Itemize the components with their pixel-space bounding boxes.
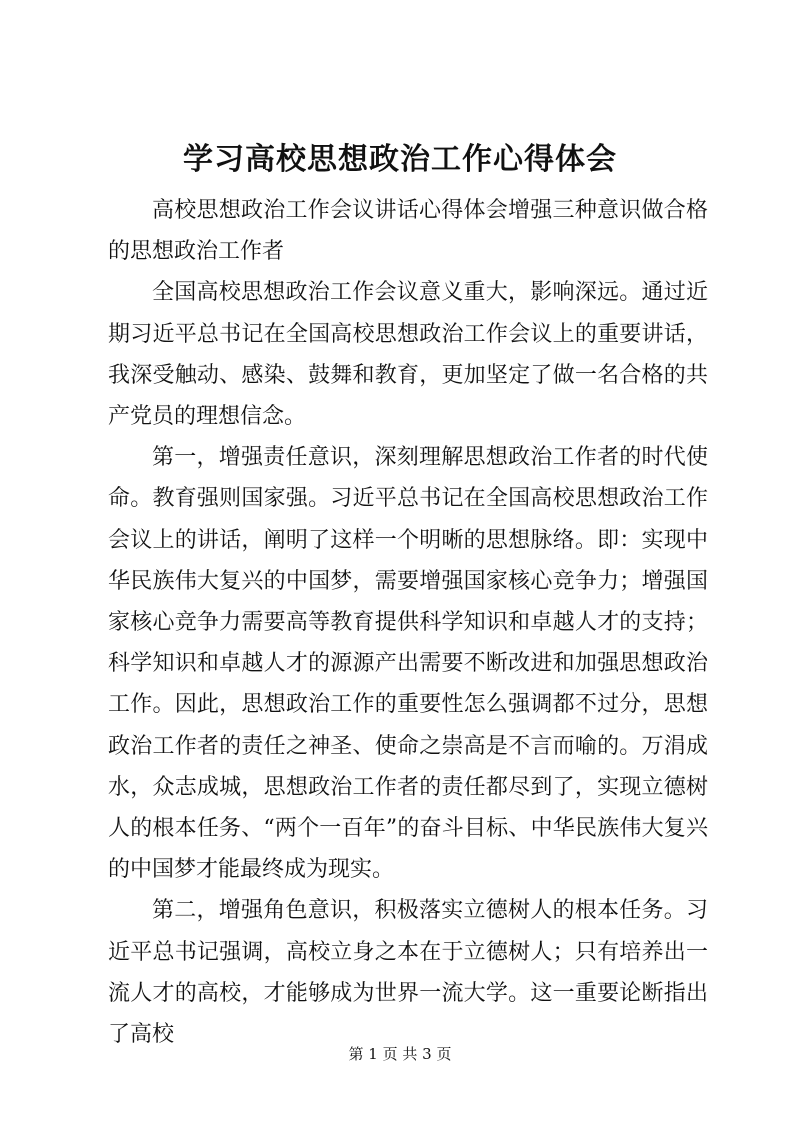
paragraph-intro: 全国高校思想政治工作会议意义重大，影响深远。通过近期习近平总书记在全国高校思想政治工作会议上的重要讲话，我深受触动、感染、鼓舞和教育，更加坚定了做一名合格的共产党员的理想信念。 — [108, 280, 708, 430]
paragraph-subtitle: 高校思想政治工作会议讲话心得体会增强三种意识做合格的思想政治工作者 — [108, 198, 708, 265]
paragraph-second-point: 第二，增强角色意识，积极落实立德树人的根本任务。习近平总书记强调，高校立身之本在于立德树人；只有培养出一流人才的高校，才能够成为世界一流大学。这一重要论断指出了高校 — [108, 898, 708, 1048]
document-body — [108, 190, 708, 1055]
document-title: 学习高校思想政治工作心得体会 — [183, 142, 617, 177]
paragraph-first-point: 第一，增强责任意识，深刻理解思想政治工作者的时代使命。教育强则国家强。习近平总书记在全国高校思想政治工作会议上的讲话，阐明了这样一个明晰的思想脉络。即：实现中华民族伟大复兴的中国梦，需要增强国家核心竞争力；增强国家核心竞争力需要高等教育提供科学知识和卓越人才的支持；科学知识和卓越人才的源源产出需要不断改进和加强思想政治工作。因此，思想政治工作的重要性怎么强调都不过分，思想政治工作者的责任之神圣、使命之崇高是不言而喻的。万涓成水，众志成城，思想政治工作者的责任都尽到了，实现立德树人的根本任务、“两个一百年”的奋斗目标、中华民族伟大复兴的中国梦才能最终成为现实。 — [108, 445, 708, 883]
page-footer: 第 1 页 共 3 页 — [348, 1045, 452, 1063]
